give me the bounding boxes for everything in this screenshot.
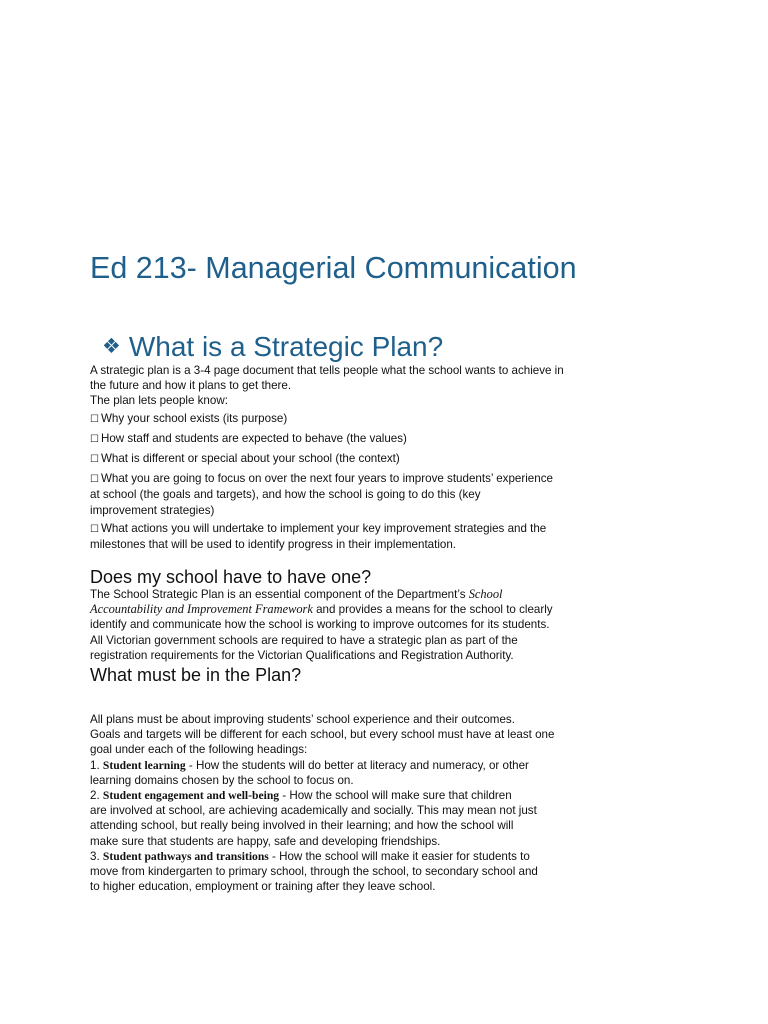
diamond-bullet-icon: ❖ <box>102 334 121 358</box>
paragraph-line: The plan lets people know: <box>90 394 228 408</box>
paragraph-line: Goals and targets will be different for each school, but every school must have at least one <box>90 728 555 742</box>
list-item <box>90 521 620 552</box>
list-item-text: at school (the goals and targets), and how the school is going to do this (key <box>90 488 481 502</box>
list-item-continuation: attending school, but really being involved in their learning; and how the school will <box>90 819 514 833</box>
section-heading-strategic-plan <box>102 326 622 367</box>
paragraph-line: All Victorian government schools are required to have a strategic plan as part of the <box>90 633 518 647</box>
list-item-text: Why your school exists (its purpose) <box>100 411 288 425</box>
list-item-text: How staff and students are expected to behave (the values) <box>100 431 407 445</box>
list-item: 2. Student engagement and well-being - How the school will make sure that children <box>90 789 512 803</box>
term-student-engagement: Student engagement and well-being <box>102 789 280 803</box>
list-item-text: milestones that will be used to identify progress in their implementation. <box>90 538 457 552</box>
checkbox-glyph-icon: ☐ <box>90 433 99 445</box>
section-heading-text: What is a Strategic Plan? <box>128 331 444 362</box>
list-item-text: improvement strategies) <box>90 503 215 517</box>
checkbox-glyph-icon: ☐ <box>90 413 99 425</box>
list-item-continuation: learning domains chosen by the school to focus on. <box>90 773 354 787</box>
list-item-continuation: are involved at school, are achieving academically and socially. This may mean not just <box>90 804 537 818</box>
must-be-body <box>90 712 620 894</box>
list-item-continuation: to higher education, employment or training after they leave school. <box>90 880 436 894</box>
checkbox-glyph-icon: ☐ <box>90 523 99 535</box>
list-item-continuation: make sure that students are happy, safe and developing friendships. <box>90 834 441 848</box>
list-item-continuation: move from kindergarten to primary school, through the school, to secondary school and <box>90 865 538 879</box>
list-item: 1. Student learning - How the students will do better at literacy and numeracy, or other <box>90 758 529 772</box>
list-item: 3. Student pathways and transitions - How the school will make it easier for students to <box>90 849 530 863</box>
paragraph-line: All plans must be about improving students’ school experience and their outcomes. <box>90 713 515 726</box>
paragraph-line: goal under each of the following headings: <box>90 743 308 757</box>
document-title: Ed 213- Managerial Communication <box>90 251 577 285</box>
section-heading-have-one: Does my school have to have one? <box>90 567 372 587</box>
checkbox-glyph-icon: ☐ <box>90 454 99 466</box>
paragraph-line: The School Strategic Plan is an essential component of the Department’s School <box>90 587 503 601</box>
paragraph-line: registration requirements for the Victorian Qualifications and Registration Authority. <box>90 648 514 662</box>
term-student-learning: Student learning <box>102 758 186 772</box>
paragraph-line: the future and how it plans to get there. <box>90 379 292 393</box>
list-item-text: What actions you will undertake to implement your key improvement strategies and the <box>100 521 547 535</box>
list-item <box>90 411 620 427</box>
strategic-plan-body <box>90 363 620 552</box>
list-item-text: What you are going to focus on over the next four years to improve students’ experience <box>100 472 553 486</box>
have-one-body <box>90 587 620 663</box>
list-item <box>90 451 620 467</box>
list-item <box>90 471 620 518</box>
list-item <box>90 431 620 447</box>
paragraph-line: Accountability and Improvement Framework and provides a means for the school to clearly <box>90 602 553 617</box>
list-item-text: What is different or special about your school (the context) <box>100 452 400 466</box>
paragraph-line: A strategic plan is a 3-4 page document that tells people what the school wants to achieve in <box>90 364 564 377</box>
checkbox-glyph-icon: ☐ <box>90 474 99 486</box>
paragraph-line: identify and communicate how the school is working to improve outcomes for its students. <box>90 618 550 632</box>
term-student-pathways: Student pathways and transitions <box>102 849 269 863</box>
section-heading-must-be: What must be in the Plan? <box>90 665 302 685</box>
